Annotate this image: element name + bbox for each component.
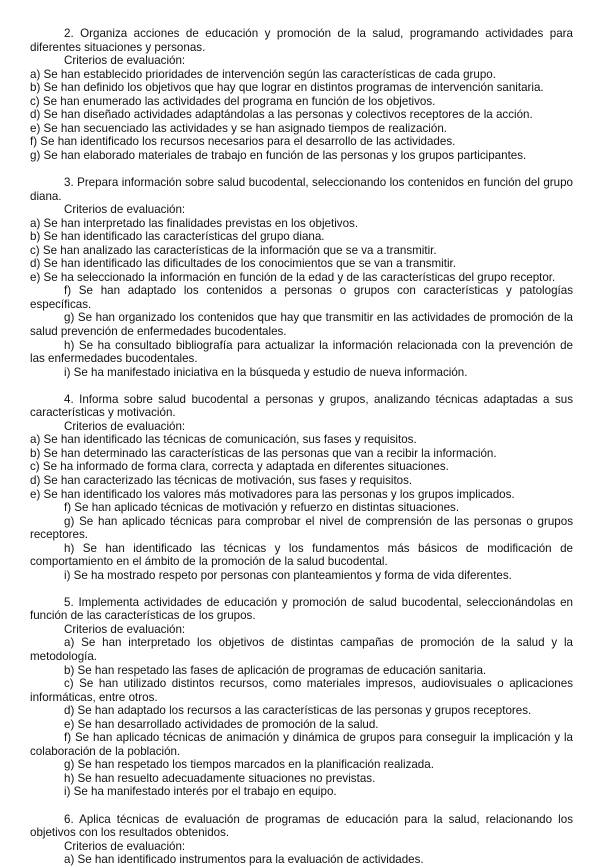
section-heading: 6. Aplica técnicas de evaluación de programas de educación para la salud, relacionando los objetivos con los resultados obtenidos. [30, 812, 573, 840]
criteria-section [30, 27, 573, 162]
criteria-section [30, 176, 573, 379]
criterion-item: b) Se han definido los objetivos que hay que lograr en distintos programas de intervención sanitaria. [30, 81, 544, 95]
criterion-item: c) Se han enumerado las actividades del programa en función de los objetivos. [30, 94, 436, 108]
criterion-item: g) Se han organizado los contenidos que hay que transmitir en las actividades de promoción de la salud prevención de enfermedades bucodentales. [30, 311, 573, 338]
criterion-item: c) Se han utilizado distintos recursos, como materiales impresos, audiovisuales o aplicaciones informáticas, entre otros. [30, 677, 573, 704]
criteria-section [30, 393, 573, 583]
criterion-item: e) Se han identificado los valores más motivadores para las personas y los grupos implicados. [30, 487, 515, 501]
criterion-item: b) Se han determinado las características de las personas que van a recibir la información. [30, 446, 497, 460]
criterion-item: f) Se han identificado los recursos necesarios para el desarrollo de las actividades. [30, 135, 456, 149]
criterion-item: i) Se ha manifestado interés por el trabajo en equipo. [64, 785, 337, 799]
criterion-item: b) Se han identificado las características del grupo diana. [30, 230, 325, 244]
criteria-section [30, 813, 573, 867]
criteria-section [30, 596, 573, 799]
criterion-item: d) Se han adaptado los recursos a las características de las personas y grupos receptores. [64, 704, 532, 718]
criterion-item: g) Se han respetado los tiempos marcados en la planificación realizada. [64, 758, 434, 772]
criterion-item: h) Se han identificado las técnicas y los fundamentos más básicos de modificación de comportamiento en el ámbito de la promoción de la salud bucodental. [30, 541, 573, 569]
criteria-label: Criterios de evaluación: [64, 203, 186, 217]
criterion-item: a) Se han identificado las técnicas de comunicación, sus fases y requisitos. [30, 433, 417, 447]
criterion-item: a) Se han identificado instrumentos para la evaluación de actividades. [64, 853, 424, 867]
section-heading: 3. Prepara información sobre salud bucodental, seleccionando los contenidos en función del grupo diana. [30, 175, 573, 203]
criterion-item: e) Se ha seleccionado la información en función de la edad y de las características del grupo receptor. [30, 270, 556, 284]
criterion-item: d) Se han identificado las dificultades de los conocimientos que se van a transmitir. [30, 257, 456, 271]
section-heading: 4. Informa sobre salud bucodental a personas y grupos, analizando técnicas adaptadas a sus características y motivación. [30, 392, 573, 420]
criterion-item: d) Se han diseñado actividades adaptándolas a las personas y colectivos receptores de la acción. [30, 108, 533, 122]
section-heading: 2. Organiza acciones de educación y promoción de la salud, programando actividades para diferentes situaciones y personas. [30, 27, 573, 54]
criterion-item: e) Se han desarrollado actividades de promoción de la salud. [64, 717, 379, 731]
criteria-label: Criterios de evaluación: [64, 54, 186, 68]
criterion-item: f) Se han aplicado técnicas de motivación y refuerzo en distintas situaciones. [64, 501, 460, 515]
criterion-item: g) Se han elaborado materiales de trabajo en función de las personas y los grupos participantes. [30, 148, 527, 162]
criteria-label: Criterios de evaluación: [64, 839, 186, 853]
criterion-item: h) Se han resuelto adecuadamente situaciones no previstas. [64, 771, 376, 785]
criterion-item: e) Se han secuenciado las actividades y se han asignado tiempos de realización. [30, 121, 447, 135]
criterion-item: f) Se han aplicado técnicas de animación y dinámica de grupos para conseguir la implicación y la colaboración de la población. [30, 731, 573, 758]
criterion-item: a) Se han interpretado las finalidades previstas en los objetivos. [30, 216, 359, 230]
criteria-label: Criterios de evaluación: [64, 622, 186, 636]
criterion-item: c) Se ha informado de forma clara, correcta y adaptada en diferentes situaciones. [30, 460, 449, 474]
criterion-item: i) Se ha mostrado respeto por personas con planteamientos y forma de vida diferentes. [64, 568, 512, 582]
criterion-item: d) Se han caracterizado las técnicas de motivación, sus fases y requisitos. [30, 473, 413, 487]
criterion-item: h) Se ha consultado bibliografía para actualizar la información relacionada con la prevención de las enfermedades bucodentales. [30, 338, 573, 366]
criterion-item: i) Se ha manifestado iniciativa en la búsqueda y estudio de nueva información. [64, 365, 468, 379]
section-heading: 5. Implementa actividades de educación y promoción de salud bucodental, seleccionándolas en función de las características de los grupos. [30, 595, 573, 623]
criterion-item: c) Se han analizado las características de la información que se va a transmitir. [30, 243, 437, 257]
criterion-item: a) Se han interpretado los objetivos de distintas campañas de promoción de la salud y la metodología. [30, 636, 573, 664]
criterion-item: f) Se han adaptado los contenidos a personas o grupos con características y patologías específicas. [30, 284, 573, 311]
criterion-item: b) Se han respetado las fases de aplicación de programas de educación sanitaria. [64, 663, 487, 677]
criterion-item: a) Se han establecido prioridades de intervención según las características de cada grupo. [30, 67, 496, 81]
criterion-item: g) Se han aplicado técnicas para comprobar el nivel de comprensión de las personas o grupos receptores. [30, 514, 573, 542]
criteria-label: Criterios de evaluación: [64, 419, 186, 433]
